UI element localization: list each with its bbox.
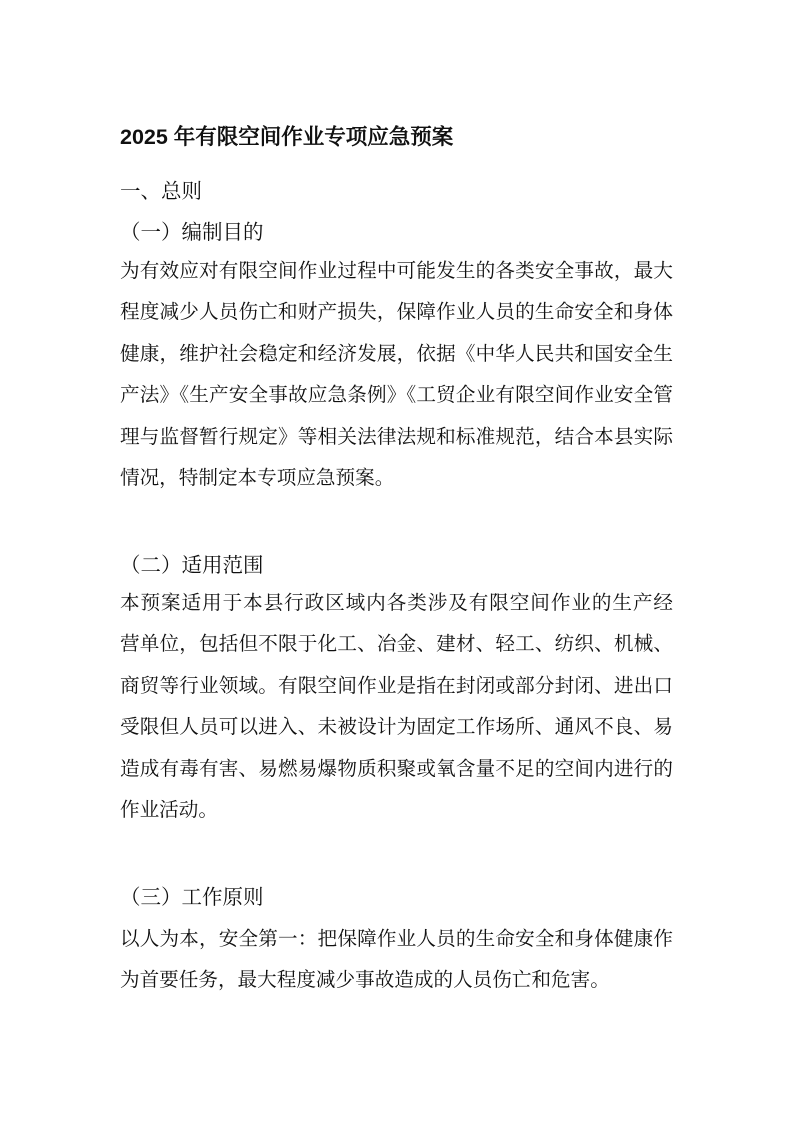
subsection-3-paragraph (120, 919, 673, 1002)
document-title: 2025 年有限空间作业专项应急预案 (120, 125, 454, 149)
subsection-2-paragraph (120, 583, 673, 831)
paragraph-line: 情况，特制定本专项应急预案。 (120, 467, 395, 489)
paragraph-line: 健康，维护社会稳定和经济发展，依据《中华人民共和国安全生 (120, 343, 673, 365)
paragraph-line: 为首要任务，最大程度减少事故造成的人员伤亡和危害。 (120, 970, 610, 992)
paragraph-line: 作业活动。 (120, 799, 218, 821)
subsection-1-paragraph (120, 251, 673, 499)
paragraph-line: 商贸等行业领域。有限空间作业是指在封闭或部分封闭、进出口 (120, 675, 673, 697)
paragraph-line: 产法》《生产安全事故应急条例》《工贸企业有限空间作业安全管 (120, 385, 673, 407)
subsection-3-heading: （三）工作原则 (120, 887, 264, 909)
paragraph-line: 以人为本，安全第一：把保障作业人员的生命安全和身体健康作 (120, 929, 673, 950)
paragraph-line: 营单位，包括但不限于化工、冶金、建材、轻工、纺织、机械、 (120, 634, 673, 656)
paragraph-line: 为有效应对有限空间作业过程中可能发生的各类安全事故，最大 (120, 261, 673, 282)
paragraph-line: 理与监督暂行规定》等相关法律法规和标准规范，结合本县实际 (120, 426, 673, 448)
paragraph-line: 程度减少人员伤亡和财产损失，保障作业人员的生命安全和身体 (120, 302, 673, 324)
subsection-2-heading: （二）适用范围 (120, 555, 264, 577)
paragraph-line: 本预案适用于本县行政区域内各类涉及有限空间作业的生产经 (120, 593, 673, 614)
subsection-1-heading: （一）编制目的 (120, 222, 264, 244)
paragraph-line: 受限但人员可以进入、未被设计为固定工作场所、通风不良、易 (120, 717, 673, 739)
paragraph-line: 造成有毒有害、易燃易爆物质积聚或氧含量不足的空间内进行的 (120, 758, 673, 780)
chapter-heading: 一、总则 (120, 181, 202, 203)
